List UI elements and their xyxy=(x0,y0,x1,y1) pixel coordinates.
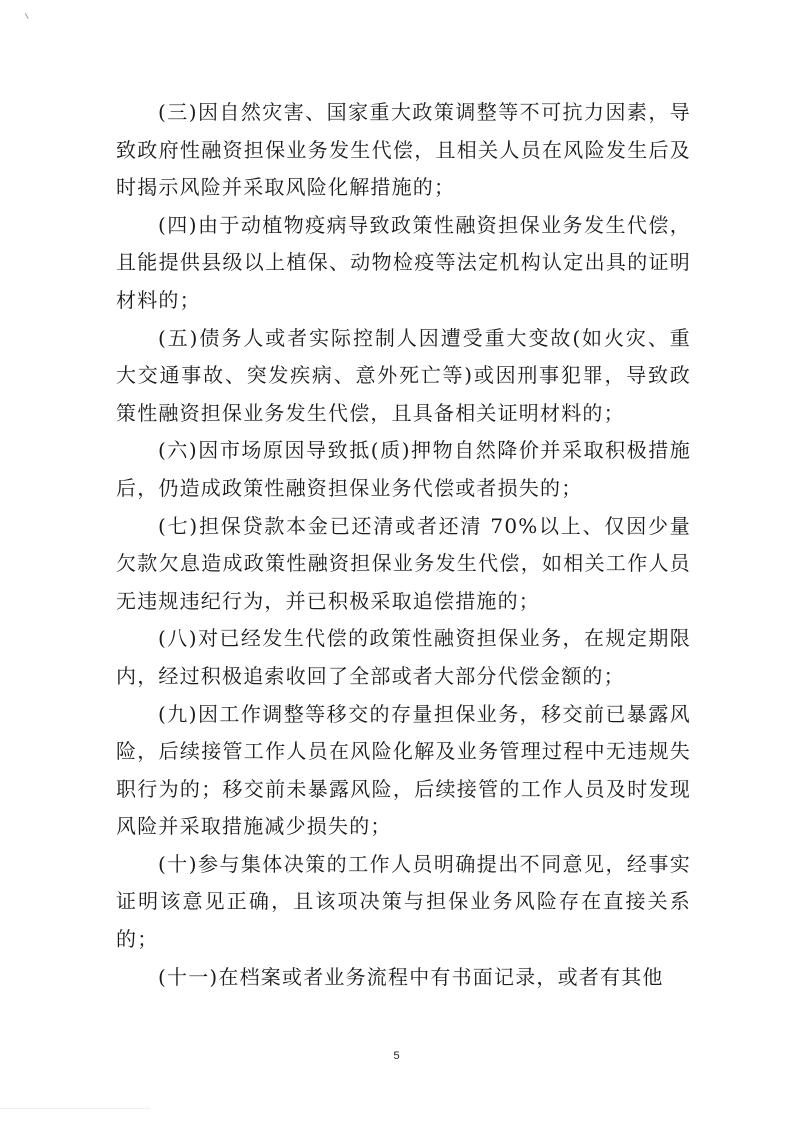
document-body xyxy=(116,94,691,996)
paragraph-8: (八)对已经发生代偿的政策性融资担保业务，在规定期限内，经过积极追索收回了全部或者大部分代偿金额的； xyxy=(116,626,691,688)
scan-mark xyxy=(25,11,32,19)
paragraph-7: (七)担保贷款本金已还清或者还清 70%以上、仅因少量欠款欠息造成政策性融资担保业务发生代偿，如相关工作人员无违规违纪行为，并已积极采取追偿措施的； xyxy=(116,513,691,613)
paragraph-11: (十一)在档案或者业务流程中有书面记录，或者有其他 xyxy=(158,964,664,989)
page-number: 5 xyxy=(393,1050,400,1062)
paragraph-9: (九)因工作调整等移交的存量担保业务，移交前已暴露风险，后续接管工作人员在风险化解及业务管理过程中无违规失职行为的；移交前未暴露风险，后续接管的工作人员及时发现风险并采取措施减少损失的； xyxy=(116,701,691,839)
paragraph-10: (十)参与集体决策的工作人员明确提出不同意见，经事实证明该意见正确，且该项决策与担保业务风险存在直接关系的； xyxy=(116,851,691,952)
paragraph-3: (三)因自然灾害、国家重大政策调整等不可抗力因素，导致政府性融资担保业务发生代偿，且相关人员在风险发生后及时揭示风险并采取风险化解措施的； xyxy=(116,100,691,200)
paragraph-5: (五)债务人或者实际控制人因遭受重大变故(如火灾、重大交通事故、突发疾病、意外死亡等)或因刑事犯罪，导致政策性融资担保业务发生代偿，且具备相关证明材料的； xyxy=(116,325,691,425)
paragraph-4: (四)由于动植物疫病导致政策性融资担保业务发生代偿，且能提供县级以上植保、动物检疫等法定机构认定出具的证明材料的； xyxy=(116,212,691,312)
paragraph-6: (六)因市场原因导致抵(质)押物自然降价并采取积极措施后，仍造成政策性融资担保业务代偿或者损失的； xyxy=(116,438,691,500)
footer-divider xyxy=(0,1108,150,1109)
